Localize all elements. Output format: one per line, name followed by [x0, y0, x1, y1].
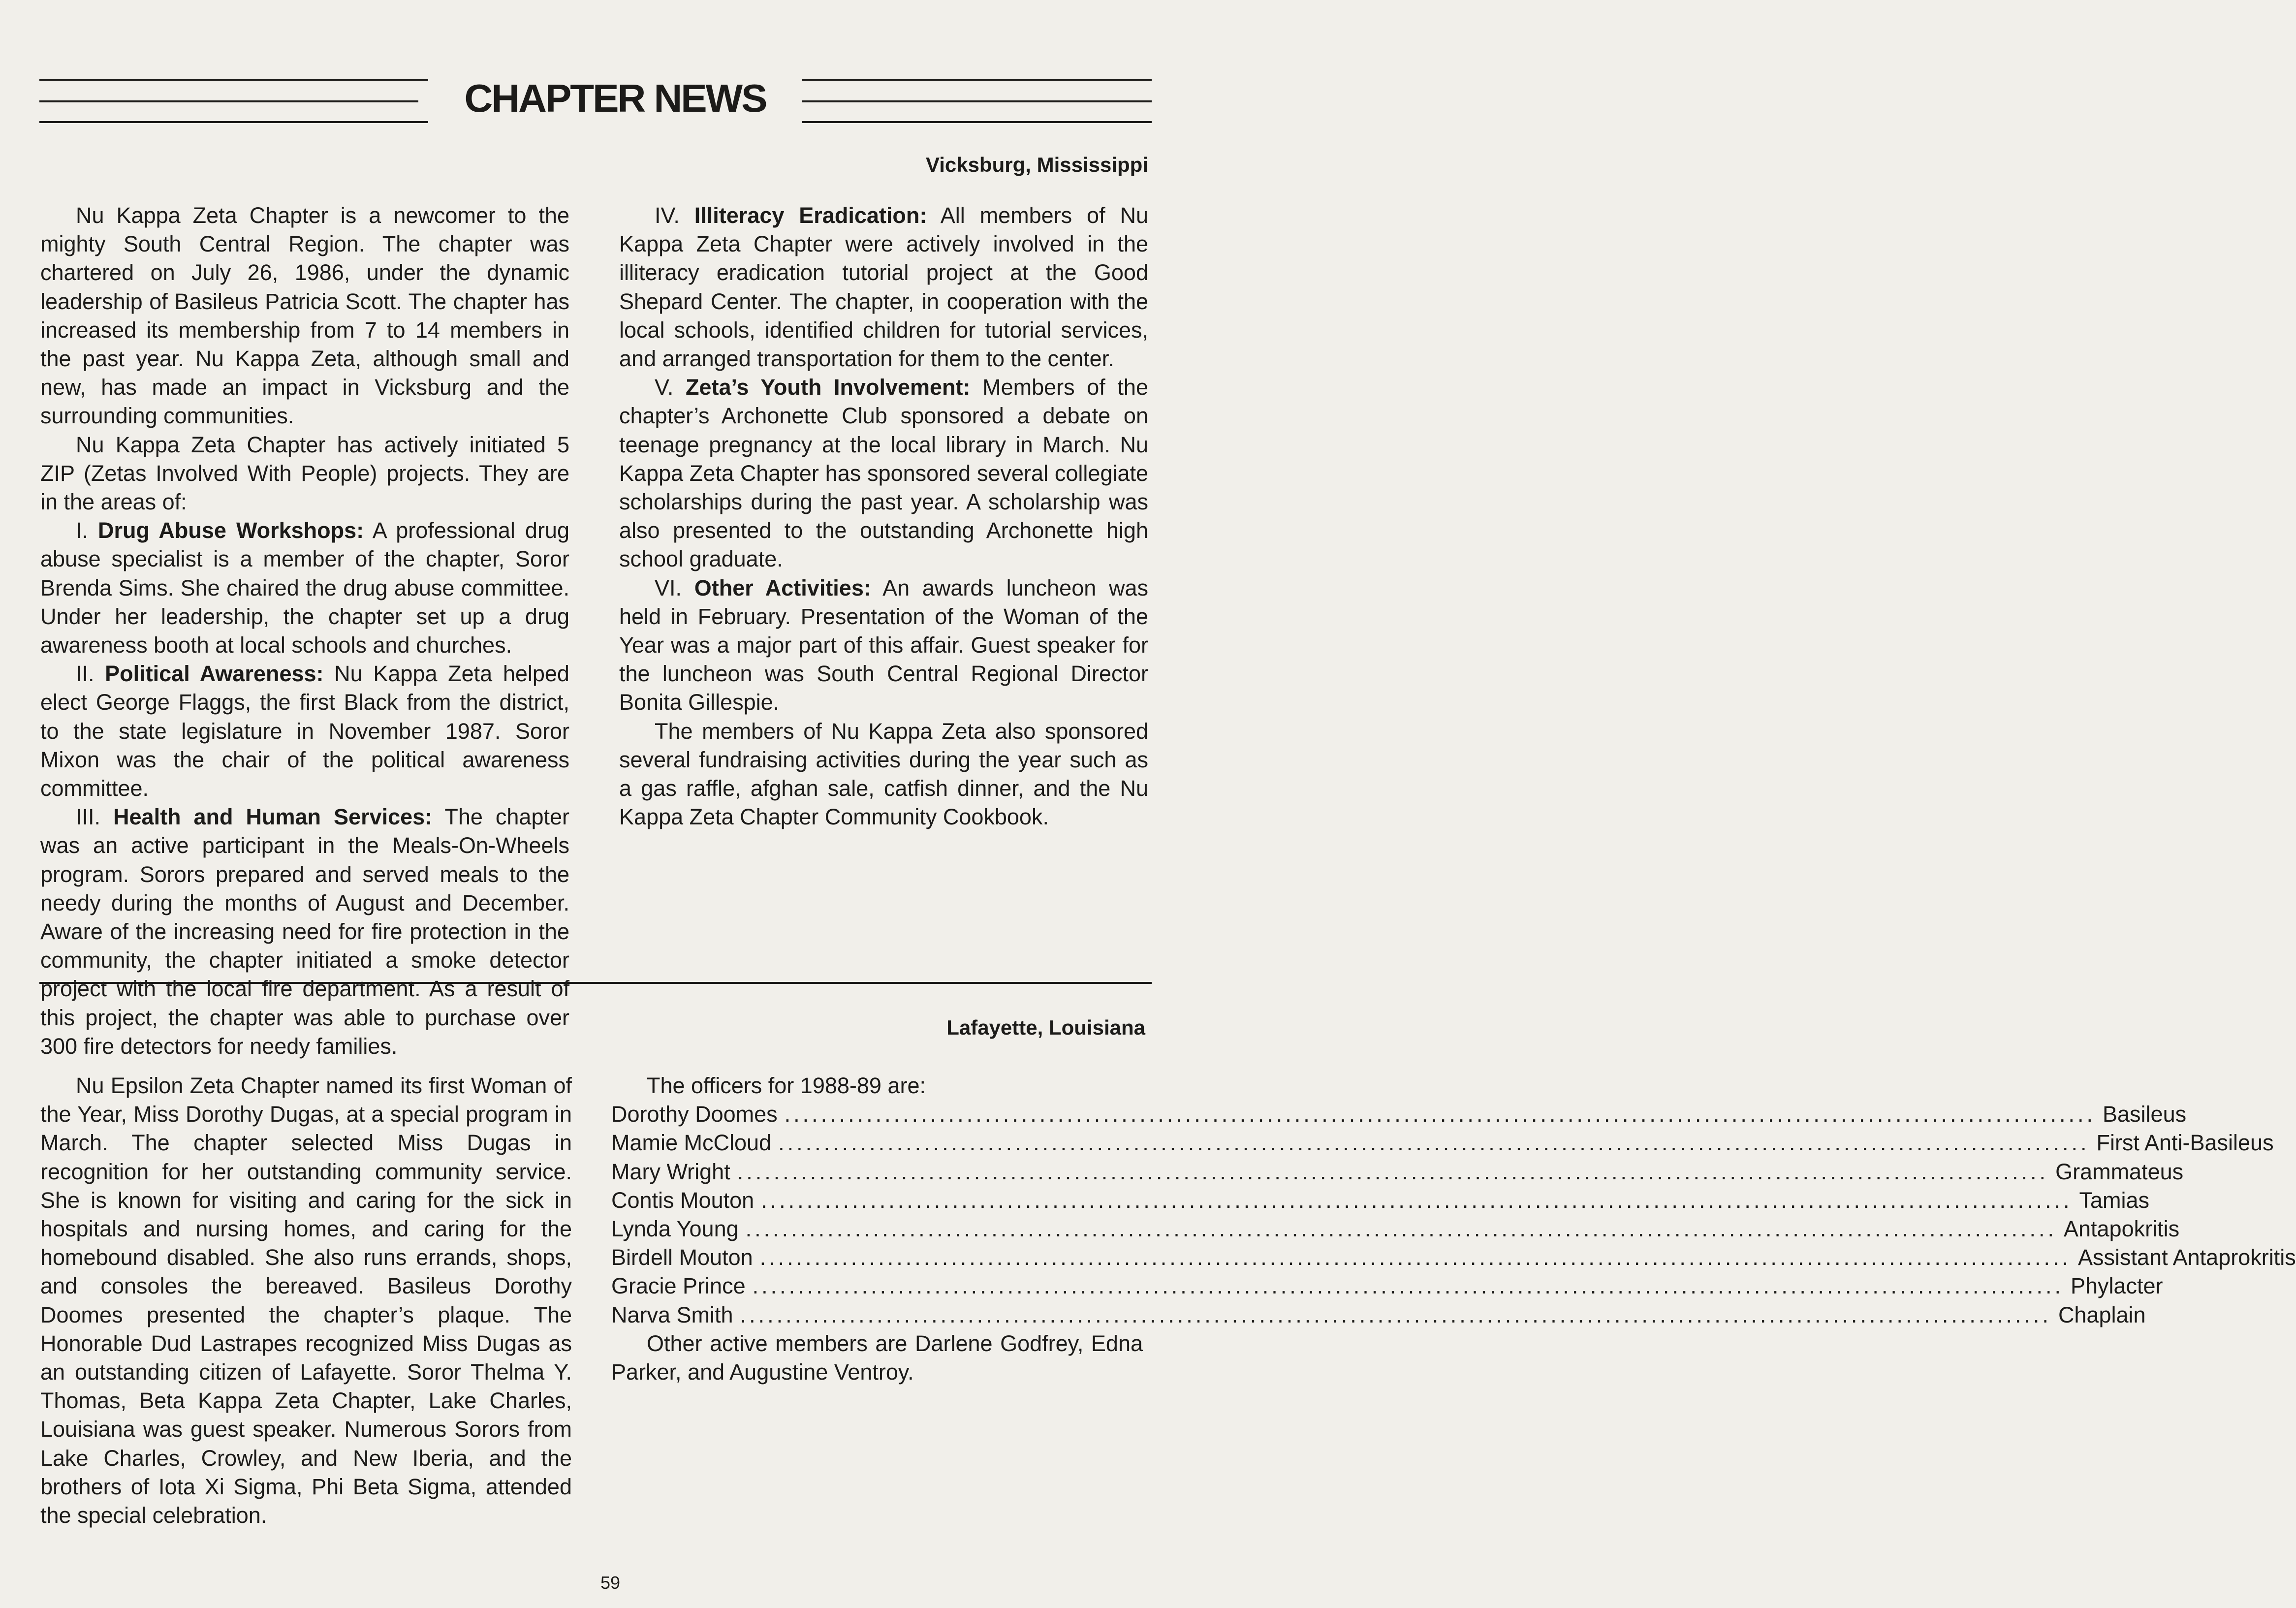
officer-title: First Anti-Basileus [2096, 1130, 2274, 1156]
officer-title: Assistant Antaprokritis [2078, 1245, 2296, 1270]
zip-project-item [40, 516, 569, 660]
item-number: I. [76, 518, 89, 543]
officer-name: Birdell Mouton [611, 1245, 753, 1270]
item-heading: Political Awareness: [105, 661, 324, 687]
officer-entry [611, 1100, 2187, 1129]
section-location: Vicksburg, Mississippi [925, 153, 1148, 176]
officer-name: Narva Smith [611, 1302, 733, 1327]
item-text: An awards luncheon was held in February. Presentation of the Woman of the Year was a major part of this affair. Guest speaker for the luncheon was South Central Regional Director Bonita Gillespie. [619, 575, 1148, 715]
dot-leader [740, 1301, 2051, 1329]
page-title: CHAPTER NEWS [428, 74, 802, 123]
zip-project-item [619, 574, 1148, 717]
article-paragraph: Nu Epsilon Zeta Chapter named its first Woman of the Year, Miss Dorothy Dugas, at a special program in March. The chapter selected Miss Dugas in recognition for her outstanding community service. She is known for visiting and caring for the sick in hospitals and nursing homes, and caring for the homebound disabled. She also runs errands, shops, and consoles the bereaved. Basileus Dorothy Doomes presented the chapter’s plaque. The Honorable Dud Lastrapes recognized Miss Dugas as an outstanding citizen of Lafayette. Soror Thelma Y. Thomas, Beta Kappa Zeta Chapter, Lake Charles, Louisiana was guest speaker. Numerous Sorors from Lake Charles, Crowley, and New Iberia, and the brothers of Iota Xi Sigma, Phi Beta Sigma, attended the special celebration. [40, 1073, 572, 1528]
officer-title: Grammateus [2055, 1159, 2184, 1184]
officer-name: Mary Wright [611, 1159, 730, 1184]
dot-leader [753, 1272, 2064, 1300]
officer-entry [611, 1129, 2274, 1157]
dot-leader [785, 1100, 2096, 1129]
article-paragraph: Nu Kappa Zeta Chapter is a newcomer to the mighty South Central Region. The chapter was chartered on July 26, 1986, under the dynamic leadership of Basileus Patricia Scott. The chapter has increased its membership from 7 to 14 members in the past year. Nu Kappa Zeta, although small and new, has made an impact in Vicksburg and the surrounding communities. [40, 203, 569, 429]
item-heading: Drug Abuse Workshops: [98, 518, 364, 543]
officer-title: Basileus [2103, 1102, 2187, 1127]
section-divider [39, 982, 1152, 984]
item-text: The chapter was an active participant in the Meals-On-Wheels program. Sorors prepared and served meals to the needy during the months of August and December. Aware of the increasing need for fire protection in the community, the chapter initiated a smoke detector project with the local fire department. As a result of this project, the chapter was able to purchase over 300 fire detectors for needy families. [40, 804, 570, 1059]
page-number: 59 [600, 1573, 621, 1593]
article-column-right [619, 201, 1148, 949]
item-text: Members of the chapter’s Archonette Club sponsored a debate on teenage pregnancy at the local library in March. Nu Kappa Zeta Chapter has sponsored several collegiate scholarships during the past year. A scholarship was also presented to the outstanding Archonette high school graduate. [619, 375, 1148, 572]
officer-name: Lynda Young [611, 1216, 739, 1242]
item-heading: Other Activities: [694, 575, 871, 600]
item-text: A professional drug abuse specialist is a member of the chapter, Soror Brenda Sims. She chaired the drug abuse committee. Under her leadership, the chapter set up a drug awareness booth at local schools and churches. [40, 518, 569, 658]
officer-entry [611, 1243, 2296, 1272]
item-number: IV. [655, 203, 680, 228]
officer-entry [611, 1186, 2150, 1215]
officer-entry [611, 1272, 2163, 1300]
officer-entry [611, 1301, 2146, 1329]
article-column-right-2 [611, 1072, 2296, 1564]
article-paragraph: The members of Nu Kappa Zeta also sponsored several fundraising activities during the year such as a gas raffle, afghan sale, catfish dinner, and the Nu Kappa Zeta Chapter Community Cookbook. [619, 718, 1148, 830]
officer-title: Phylacter [2070, 1273, 2163, 1299]
article-paragraph: Nu Kappa Zeta Chapter has actively initiated 5 ZIP (Zetas Involved With People) projects. They are in the areas of: [40, 432, 569, 515]
item-text: All members of Nu Kappa Zeta Chapter were actively involved in the illiteracy eradication tutorial project at the Good Shepard Center. The chapter, in cooperation with the local schools, identified children for tutorial services, and arranged transportation for them to the center. [619, 203, 1148, 372]
officers-intro: The officers for 1988-89 are: [647, 1073, 926, 1098]
dot-leader [746, 1215, 2057, 1243]
dot-leader [760, 1243, 2071, 1272]
masthead-rule [785, 100, 1152, 102]
zip-project-item [619, 201, 1148, 373]
zip-project-item [40, 660, 569, 803]
article-paragraph: Other active members are Darlene Godfrey, Edna Parker, and Augustine Ventroy. [611, 1330, 1143, 1385]
item-heading: Illiteracy Eradication: [694, 203, 927, 228]
masthead [39, 74, 1152, 123]
item-number: VI. [655, 575, 682, 600]
zip-project-item [40, 803, 569, 1061]
item-heading: Zeta’s Youth Involvement: [686, 375, 971, 400]
item-number: III. [76, 804, 101, 830]
item-number: II. [76, 661, 94, 687]
item-text: Nu Kappa Zeta helped elect George Flaggs, the first Black from the district, to the state legislature in November 1987. Soror Mixon was the chair of the political awareness committee. [40, 661, 569, 801]
masthead-rule [39, 100, 418, 102]
dot-leader [778, 1129, 2089, 1157]
officer-title: Antapokritis [2063, 1216, 2180, 1242]
officer-entry [611, 1158, 2184, 1186]
officer-name: Gracie Prince [611, 1273, 746, 1299]
article-column-left-2 [40, 1072, 572, 1564]
dot-leader [761, 1186, 2072, 1215]
zip-project-item [619, 373, 1148, 573]
officer-title: Chaplain [2058, 1302, 2146, 1327]
officers-list [611, 1100, 2296, 1329]
officer-name: Contis Mouton [611, 1187, 755, 1213]
officer-entry [611, 1215, 2180, 1243]
officer-title: Tamias [2079, 1187, 2150, 1213]
article-column-left [40, 201, 570, 1059]
officer-name: Mamie McCloud [611, 1130, 772, 1156]
section-location: Lafayette, Louisiana [946, 1016, 1145, 1039]
item-number: V. [655, 375, 674, 400]
dot-leader [737, 1158, 2048, 1186]
officer-name: Dorothy Doomes [611, 1102, 778, 1127]
item-heading: Health and Human Services: [113, 804, 433, 830]
